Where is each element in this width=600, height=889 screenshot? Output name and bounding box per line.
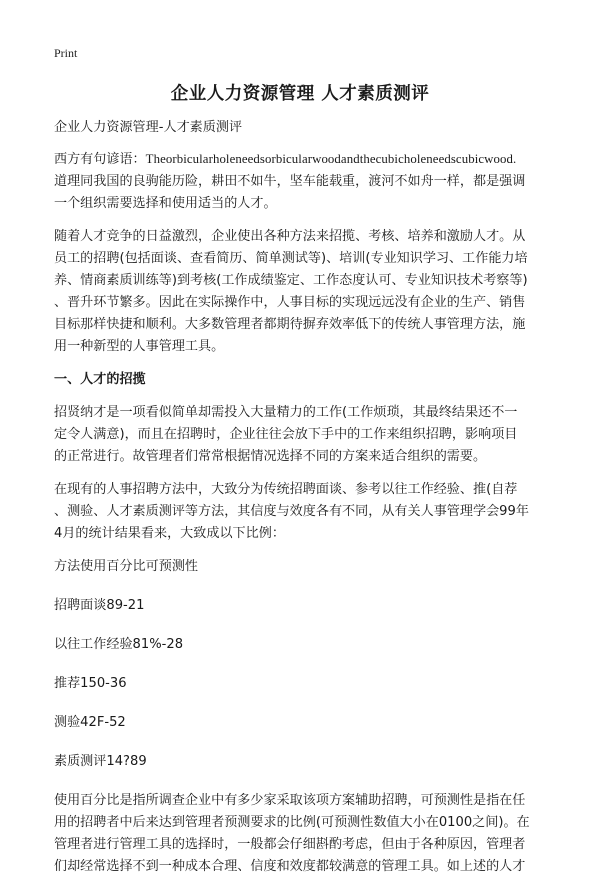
paragraph-talent-competition — [54, 226, 574, 358]
stat-line-interview: 招聘面谈89-21 — [54, 598, 145, 613]
stat-line-referral: 推荐150-36 — [54, 676, 127, 691]
paragraph-line: 4月的统计结果看来，大致成以下比例： — [54, 526, 285, 541]
quote-line-3: 一个组织需要选择和使用适当的人才。 — [54, 196, 277, 211]
quote-line-2: 道理同我国的良驹能历险，耕田不如牛，坚车能载重，渡河不如舟一样，都是强调 — [54, 174, 526, 189]
paragraph-line: 的正常进行。故管理者们常常根据情况选择不同的方案来适合组织的需要。 — [54, 449, 487, 464]
paragraph-line: 养、情商素质训练等)到考核(工作成绩鉴定、工作态度认可、专业知识技术考察等) — [54, 273, 528, 288]
paragraph-usage-explanation — [54, 790, 574, 878]
paragraph-line: 、晋升环节繁多。因此在实际操作中，人事目标的实现远远没有企业的生产、销售 — [54, 295, 526, 310]
stat-line-assessment: 素质测评14?89 — [54, 754, 147, 769]
paragraph-recruitment-methods — [54, 479, 574, 545]
quote-line-1 — [54, 148, 574, 171]
paragraph-line: 用的招聘者中后来达到管理者预测要求的比例(可预测性数值大小在0100之间)。在 — [54, 815, 530, 830]
section-heading-recruitment: 一、人才的招揽 — [54, 372, 146, 387]
paragraph-recruitment-effort — [54, 402, 574, 468]
paragraph-line: 招贤纳才是一项看似简单却需投入大量精力的工作(工作烦琐，其最终结果还不一 — [54, 405, 518, 420]
paragraph-line: 使用百分比是指所调查企业中有多少家采取该项方案辅助招聘，可预测性是指在任 — [54, 793, 526, 808]
document-title: 企业人力资源管理 人才素质测评 — [170, 84, 430, 104]
document-body — [54, 117, 574, 889]
paragraph-line: 随着人才竞争的日益激烈，企业使出各种方法来招揽、考核、培养和激励人才。从 — [54, 229, 526, 244]
stats-header: 方法使用百分比可预测性 — [54, 559, 199, 574]
paragraph-line: 管理者进行管理工具的选择时，一般都会仔细斟酌考虑，但由于各种原因，管理者 — [54, 837, 526, 852]
quote-paragraph — [54, 148, 574, 215]
paragraph-line: 、测验、人才素质测评等方法，其信度与效度各有不同，从有关人事管理学会99年 — [54, 504, 529, 519]
quote-prefix: 西方有句谚语： — [54, 152, 146, 167]
print-label: Print — [54, 46, 78, 60]
paragraph-line: 目标那样快捷和顺利。大多数管理者都期待摒弃效率低下的传统人事管理方法，施 — [54, 317, 526, 332]
paragraph-line: 在现有的人事招聘方法中，大致分为传统招聘面谈、参考以往工作经验、推(自荐 — [54, 482, 518, 497]
paragraph-line: 用一种新型的人事管理工具。 — [54, 339, 225, 354]
paragraph-line: 们却经常选择不到一种成本合理、信度和效度都较满意的管理工具。如上述的人才 — [54, 859, 526, 874]
stat-line-test: 测验42F-52 — [54, 715, 126, 730]
paragraph-line: 定令人满意)，而且在招聘时，企业往往会放下手中的工作来组织招聘，影响项目 — [54, 427, 518, 442]
stat-line-experience: 以往工作经验81%-28 — [54, 637, 184, 652]
paragraph-line: 员工的招聘(包括面谈、查看简历、简单测试等)、培训(专业知识学习、工作能力培 — [54, 251, 528, 266]
document-subtitle: 企业人力资源管理-人才素质测评 — [54, 120, 243, 135]
quote-latin: Theorbicularholeneedsorbicularwoodandthecubicholeneedscubicwood. — [145, 152, 517, 166]
